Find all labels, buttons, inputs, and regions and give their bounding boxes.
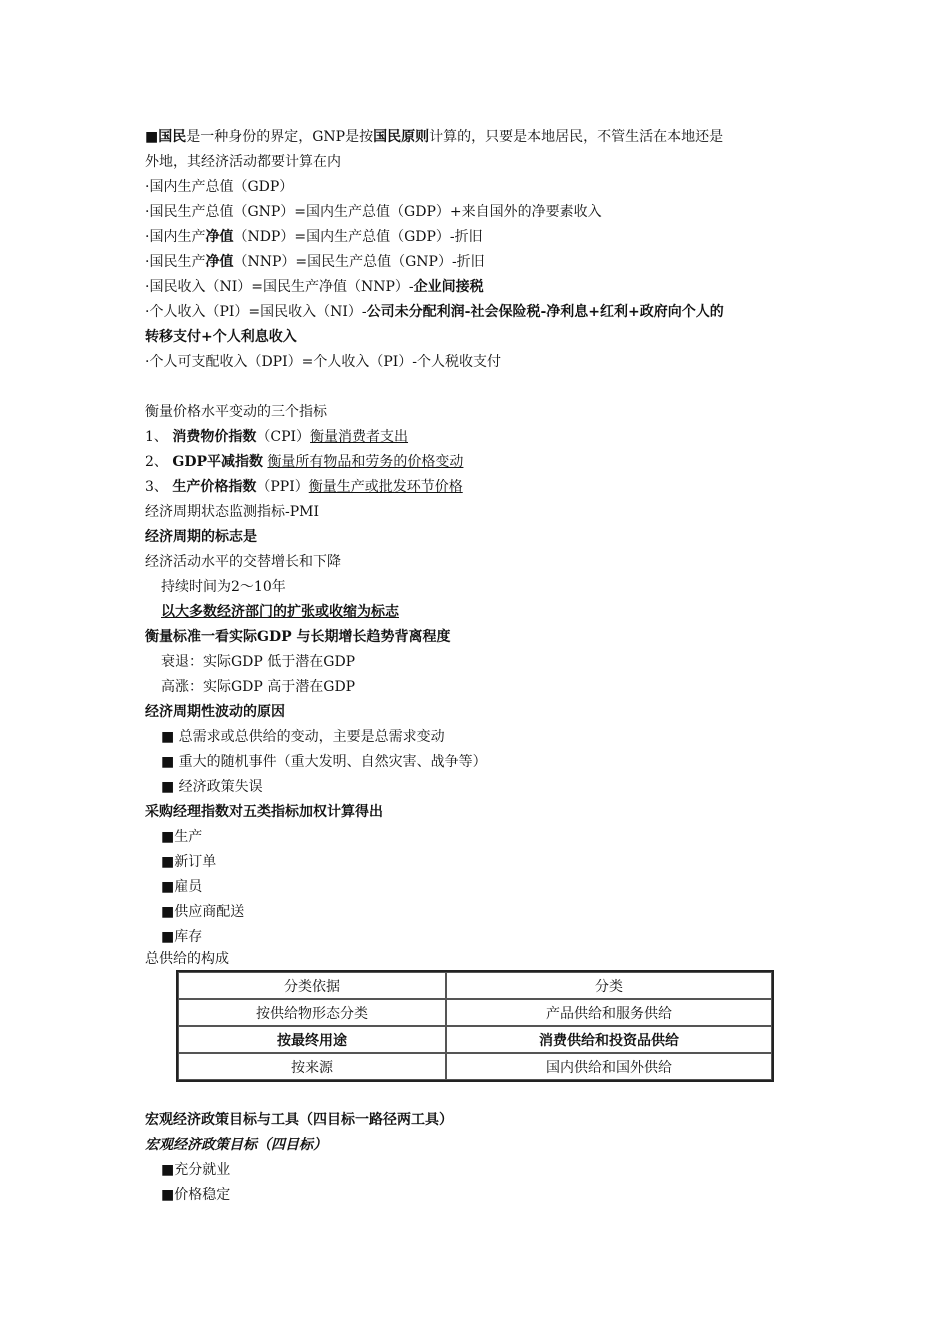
supply-heading: 总供给的构成: [145, 951, 229, 967]
price-cpi: [145, 425, 408, 450]
term-cpi: 消费物价指数: [172, 429, 257, 445]
cycle-mark-3: 以大多数经济部门的扩张或收缩为标志: [161, 604, 399, 620]
list-item: ■充分就业: [161, 1162, 231, 1178]
term-gdp-deflator: GDP平减指数: [172, 454, 263, 470]
indicator-pi-continued: 转移支付+个人利息收入: [145, 329, 297, 345]
gnp-definition-line-1: [145, 125, 723, 150]
text: 是一种身份的界定，GNP是按: [186, 129, 374, 145]
indicator-ni: [145, 275, 484, 300]
indicator-gnp: ·国民生产总值（GNP）=国内生产总值（GDP）+来自国外的净要素收入: [145, 204, 602, 220]
table-cell: 产品供给和服务供给: [446, 999, 772, 1026]
table-cell: 按供给物形态分类: [178, 999, 446, 1026]
term-indirect-tax: 企业间接税: [413, 279, 484, 295]
term-net: 净值: [205, 254, 234, 270]
abbr: （CPI）: [256, 429, 311, 445]
policy-subheading: 宏观经济政策目标（四目标）: [145, 1137, 327, 1153]
indicator-gdp: ·国内生产总值（GDP）: [145, 179, 294, 195]
term-national-principle: 国民原则: [373, 129, 430, 145]
gdp-deflator-description: 衡量所有物品和劳务的价格变动: [267, 454, 464, 470]
table-row: [178, 999, 772, 1026]
cycle-standard-heading: 衡量标准一看实际GDP 与长期增长趋势背离程度: [145, 629, 451, 645]
list-item: ■供应商配送: [161, 904, 245, 920]
cycle-cause-2: ■ 重大的随机事件（重大发明、自然灾害、战争等）: [161, 754, 487, 770]
term-national: 国民: [158, 129, 187, 145]
list-item: ■雇员: [161, 879, 203, 895]
text: ·国民生产: [145, 254, 206, 270]
pmi-line: 经济周期状态监测指标-PMI: [145, 504, 320, 520]
price-ppi: [145, 475, 463, 500]
text: ·个人收入（PI）=国民收入（NI）-: [145, 304, 367, 320]
supply-table: [176, 970, 774, 1082]
cpi-description: 衡量消费者支出: [310, 429, 409, 445]
list-number: 1、: [145, 429, 173, 445]
table-cell: 按来源: [178, 1053, 446, 1080]
price-heading: 衡量价格水平变动的三个指标: [145, 404, 327, 420]
text: ·国内生产: [145, 229, 206, 245]
gnp-definition-line-2: 外地，其经济活动都要计算在内: [145, 154, 341, 170]
table-row: [178, 1053, 772, 1080]
text: ·国民收入（NI）=国民生产净值（NNP）-: [145, 279, 414, 295]
term-pi-formula: 公司未分配利润-社会保险税-净利息+红利+政府向个人的: [366, 304, 724, 320]
cycle-standard-recession: 衰退：实际GDP 低于潜在GDP: [161, 654, 356, 670]
list-number: 2、: [145, 454, 173, 470]
term-ppi: 生产价格指数: [172, 479, 257, 495]
list-item: ■库存: [161, 929, 203, 945]
cycle-standard-boom: 高涨：实际GDP 高于潜在GDP: [161, 679, 356, 695]
indicator-pi: [145, 300, 724, 325]
table-header-cell: 分类依据: [178, 972, 446, 999]
indicator-nnp: [145, 250, 485, 275]
table-cell: 国内供给和国外供给: [446, 1053, 772, 1080]
table-cell: 消费供给和投资品供给: [446, 1026, 772, 1053]
cycle-mark-2: 持续时间为2～10年: [161, 579, 286, 595]
policy-heading: 宏观经济政策目标与工具（四目标一路径两工具）: [145, 1112, 453, 1128]
text: （NNP）=国民生产总值（GNP）-折旧: [233, 254, 485, 270]
ppi-description: 衡量生产或批发环节价格: [308, 479, 463, 495]
list-item: ■价格稳定: [161, 1187, 231, 1203]
table-header-cell: 分类: [446, 972, 772, 999]
cycle-mark-1: 经济活动水平的交替增长和下降: [145, 554, 341, 570]
term-net: 净值: [205, 229, 234, 245]
cycle-cause-heading: 经济周期性波动的原因: [145, 704, 285, 720]
cycle-cause-3: ■ 经济政策失误: [161, 779, 263, 795]
abbr: （PPI）: [256, 479, 309, 495]
pmi-list-heading: 采购经理指数对五类指标加权计算得出: [145, 804, 383, 820]
text: 计算的，只要是本地居民，不管生活在本地还是: [429, 129, 724, 145]
cycle-cause-1: ■ 总需求或总供给的变动，主要是总需求变动: [161, 729, 445, 745]
list-number: 3、: [145, 479, 173, 495]
list-item: ■生产: [161, 829, 203, 845]
table-cell: 按最终用途: [178, 1026, 446, 1053]
cycle-mark-heading: 经济周期的标志是: [145, 529, 257, 545]
indicator-ndp: [145, 225, 483, 250]
table-row: [178, 1026, 772, 1053]
text: （NDP）=国内生产总值（GDP）-折旧: [233, 229, 483, 245]
indicator-dpi: ·个人可支配收入（DPI）=个人收入（PI）-个人税收支付: [145, 354, 502, 370]
price-gdp-deflator: [145, 450, 463, 475]
list-item: ■新订单: [161, 854, 217, 870]
table-header-row: [178, 972, 772, 999]
square-bullet: ■: [145, 129, 159, 145]
